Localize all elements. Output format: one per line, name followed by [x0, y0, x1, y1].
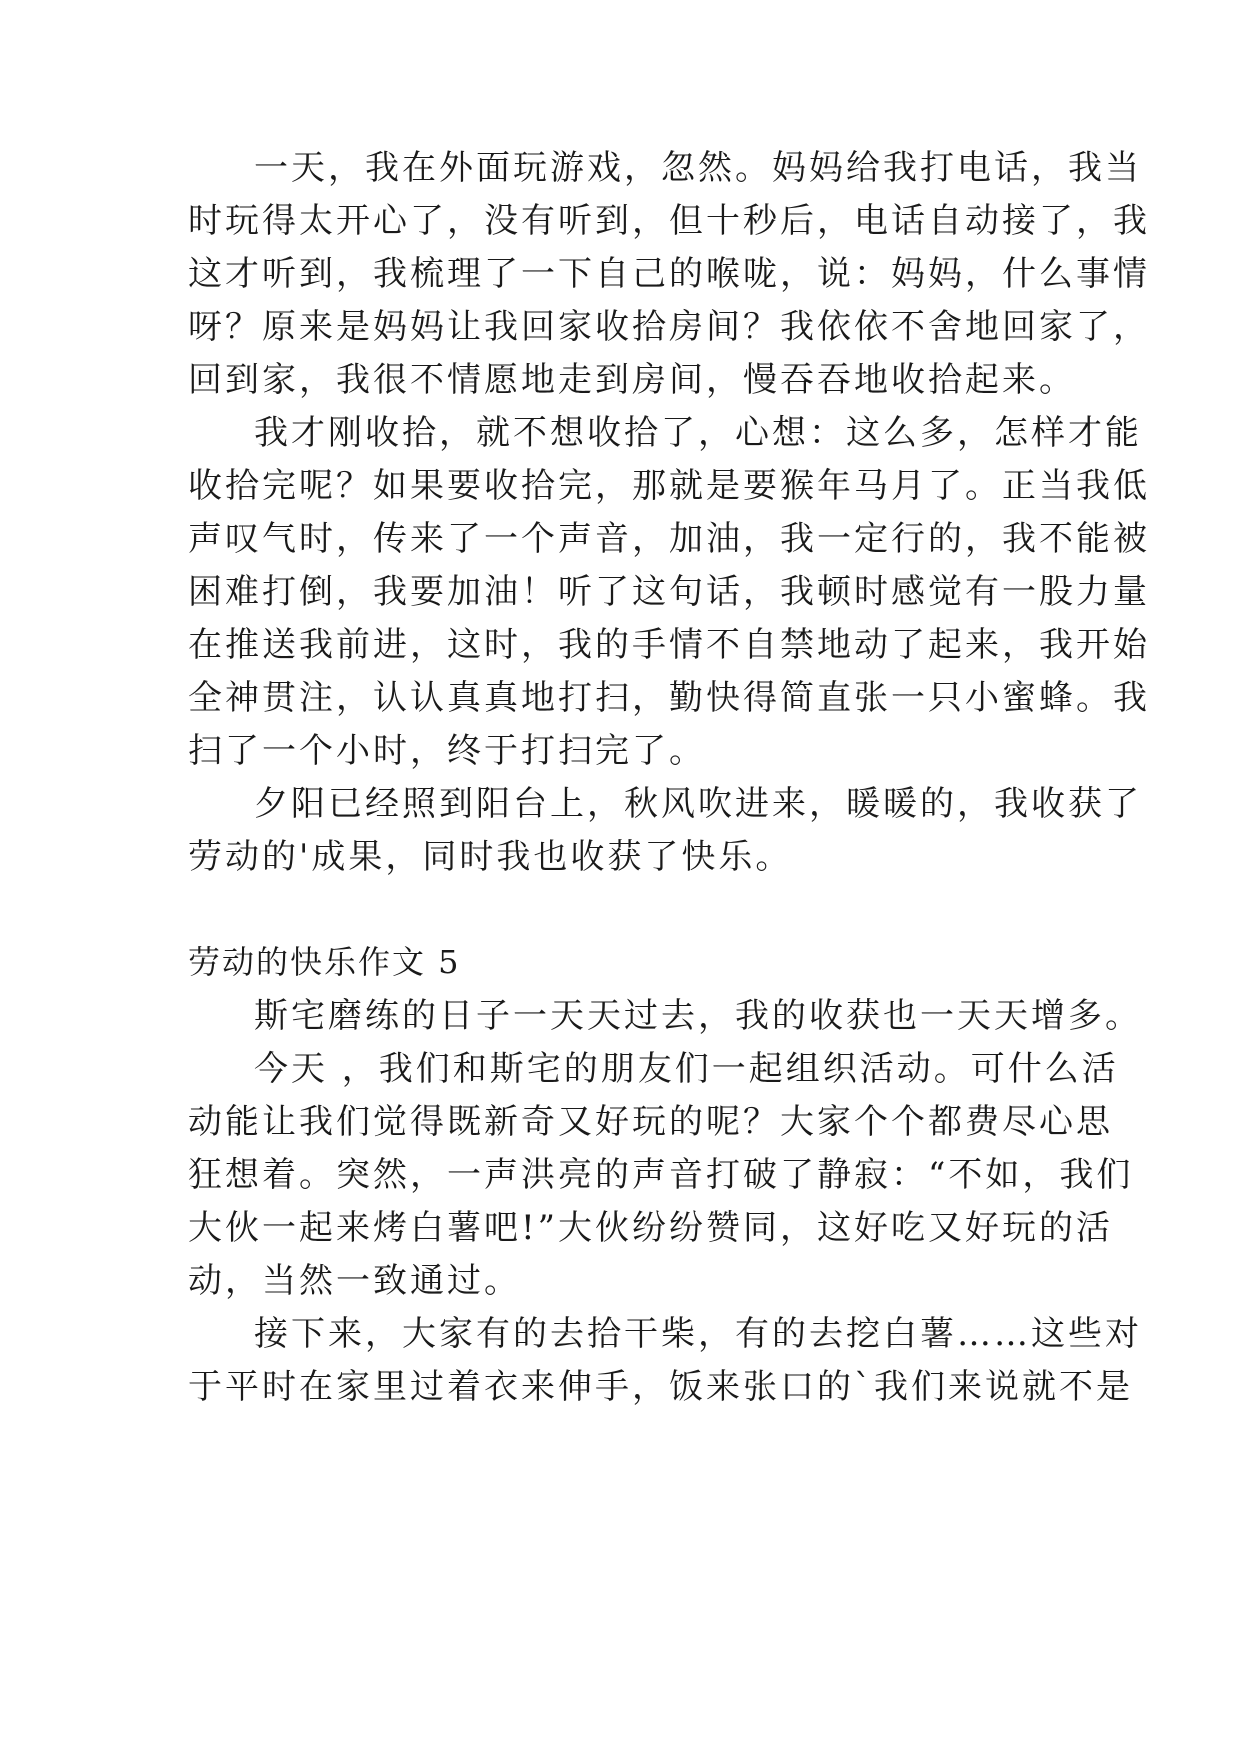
paragraph-2-line-3: 声叹气时，传来了一个声音，加油，我一定行的，我不能被 [188, 519, 1150, 559]
paragraph-5-line-3: 狂想着。突然，一声洪亮的声音打破了静寂：“不如，我们 [188, 1155, 1134, 1195]
section-heading: 劳动的快乐作文 5 [188, 943, 461, 981]
paragraph-2-line-6: 全神贯注，认认真真地打扫，勤快得简直张一只小蜜蜂。我 [188, 678, 1150, 718]
paragraph-6-line-1: 接下来，大家有的去拾干柴，有的去挖白薯……这些对 [254, 1314, 1142, 1354]
paragraph-2-line-5: 在推送我前进，这时，我的手情不自禁地动了起来，我开始 [188, 625, 1150, 665]
paragraph-2-line-1: 我才刚收拾，就不想收拾了，心想：这么多，怎样才能 [254, 413, 1142, 453]
paragraph-3-line-2: 劳动的'成果，同时我也收获了快乐。 [188, 837, 793, 877]
paragraph-1-line-3: 这才听到，我梳理了一下自己的喉咙，说：妈妈，什么事情 [188, 254, 1150, 294]
paragraph-1-line-5: 回到家，我很不情愿地走到房间，慢吞吞地收拾起来。 [188, 360, 1076, 400]
paragraph-2-line-7: 扫了一个小时，终于打扫完了。 [188, 731, 706, 771]
paragraph-1-line-2: 时玩得太开心了，没有听到，但十秒后，电话自动接了，我 [188, 201, 1150, 241]
paragraph-3-line-1: 夕阳已经照到阳台上，秋风吹进来，暖暖的，我收获了 [254, 784, 1142, 824]
paragraph-2-line-4: 困难打倒，我要加油！听了这句话，我顿时感觉有一股力量 [188, 572, 1150, 612]
paragraph-2-line-2: 收拾完呢？如果要收拾完，那就是要猴年马月了。正当我低 [188, 466, 1150, 506]
paragraph-5-line-5: 动，当然一致通过。 [188, 1261, 521, 1301]
paragraph-5-line-2: 动能让我们觉得既新奇又好玩的呢？大家个个都费尽心思 [188, 1102, 1113, 1142]
paragraph-6-line-2: 于平时在家里过着衣来伸手，饭来张口的`我们来说就不是 [188, 1367, 1133, 1407]
paragraph-5-line-4: 大伙一起来烤白薯吧!”大伙纷纷赞同，这好吃又好玩的活 [188, 1208, 1114, 1248]
paragraph-4-line-1: 斯宅磨练的日子一天天过去，我的收获也一天天增多。 [254, 996, 1142, 1036]
paragraph-1-line-1: 一天，我在外面玩游戏，忽然。妈妈给我打电话，我当 [254, 148, 1142, 188]
paragraph-1-line-4: 呀？原来是妈妈让我回家收拾房间？我依依不舍地回家了， [188, 307, 1150, 347]
paragraph-5-line-1: 今天 ，我们和斯宅的朋友们一起组织活动。可什么活 [254, 1049, 1119, 1089]
